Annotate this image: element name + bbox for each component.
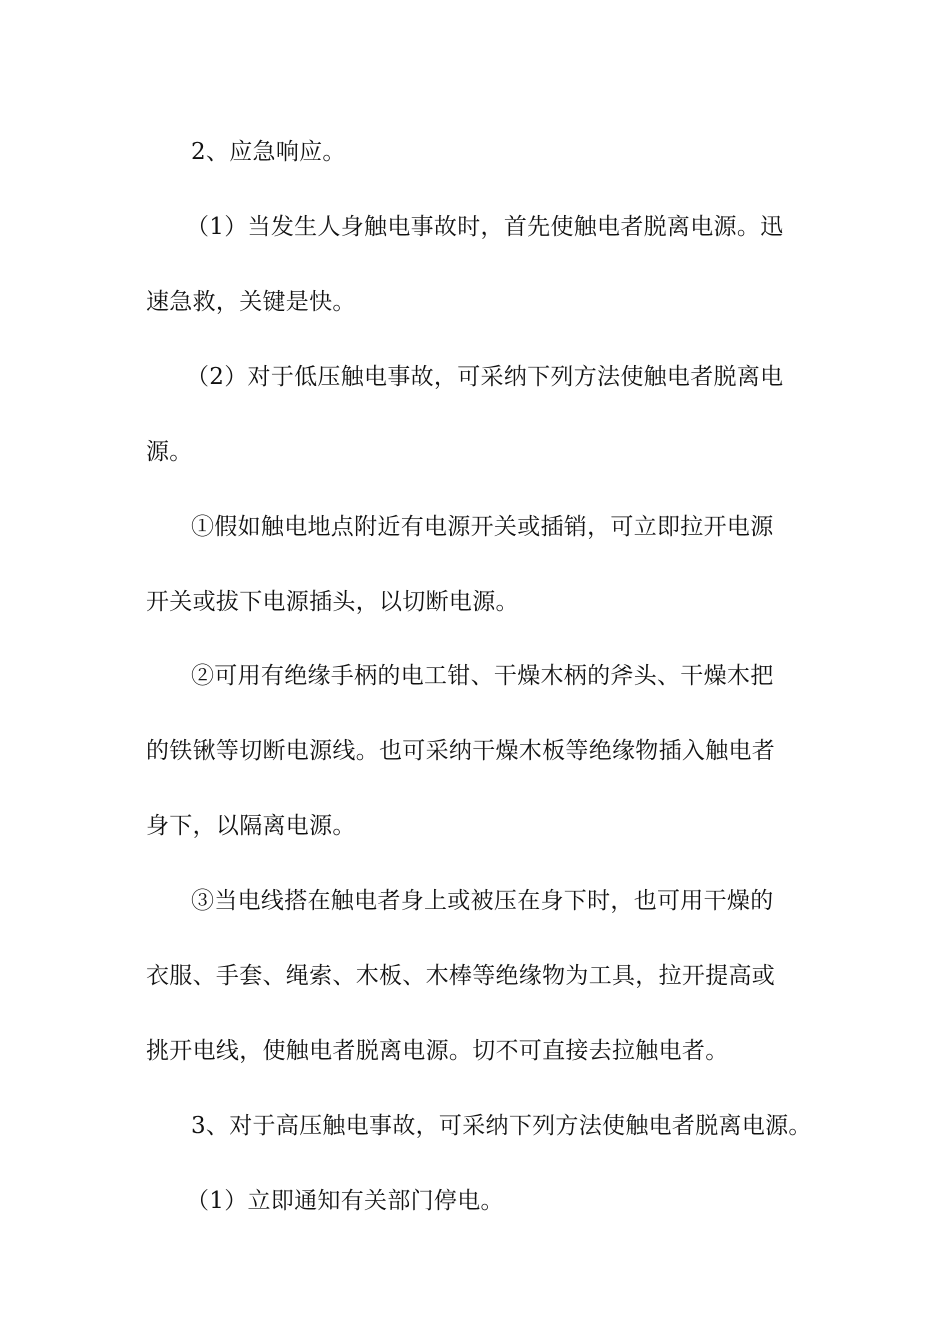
section-heading-high-voltage: 3、对于高压触电事故，可采纳下列方法使触电者脱离电源。 — [191, 1113, 812, 1139]
paragraph-line: 的铁锹等切断电源线。也可采纳干燥木板等绝缘物插入触电者 — [146, 738, 776, 764]
paragraph-line: 衣服、手套、绳索、木板、木棒等绝缘物为工具，拉开提高或 — [146, 963, 776, 989]
paragraph-line: 身下，以隔离电源。 — [146, 813, 356, 839]
paragraph-line: 源。 — [146, 439, 193, 465]
paragraph-line: （2）对于低压触电事故，可采纳下列方法使触电者脱离电 — [186, 364, 784, 390]
paragraph-line: ①假如触电地点附近有电源开关或插销，可立即拉开电源 — [191, 514, 774, 540]
paragraph-line: 开关或拔下电源插头，以切断电源。 — [146, 589, 519, 615]
paragraph-line: 速急救，关键是快。 — [146, 289, 356, 315]
section-heading-emergency-response: 2、应急响应。 — [191, 139, 346, 165]
paragraph-line: ②可用有绝缘手柄的电工钳、干燥木柄的斧头、干燥木把 — [191, 663, 774, 689]
paragraph-line: （1）立即通知有关部门停电。 — [186, 1188, 504, 1214]
paragraph-line: （1）当发生人身触电事故时，首先使触电者脱离电源。迅 — [186, 214, 784, 240]
paragraph-line: ③当电线搭在触电者身上或被压在身下时，也可用干燥的 — [191, 888, 774, 914]
paragraph-line: 挑开电线，使触电者脱离电源。切不可直接去拉触电者。 — [146, 1038, 729, 1064]
